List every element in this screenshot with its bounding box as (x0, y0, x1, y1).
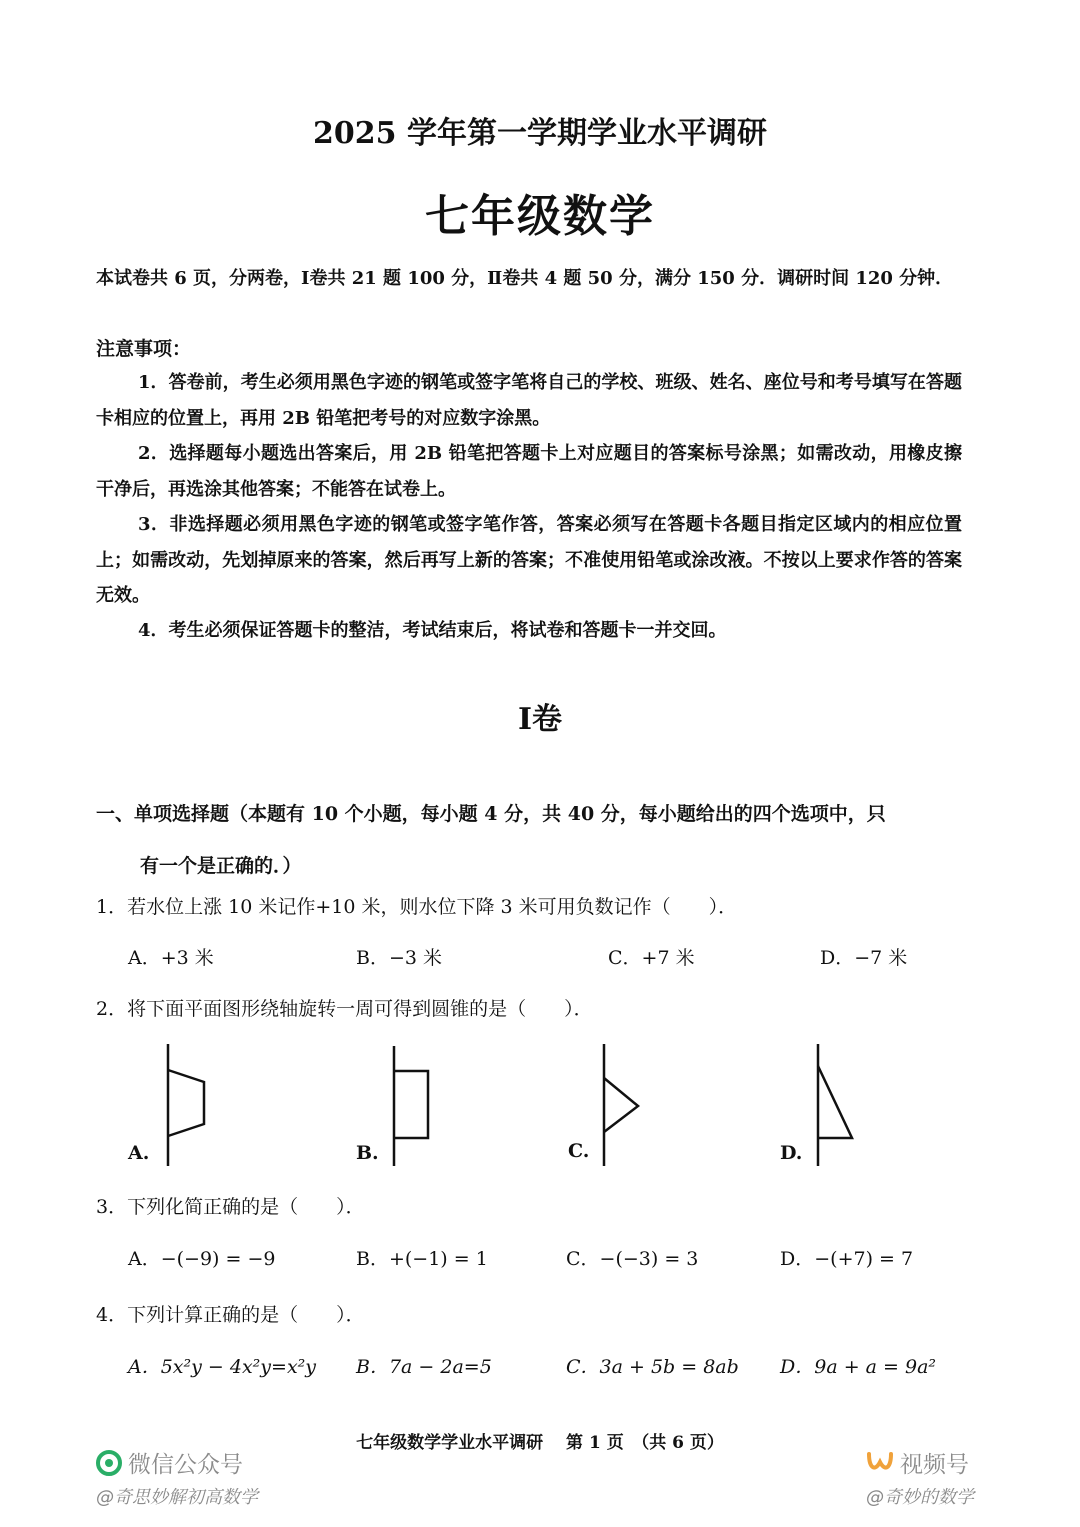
question-1-option-b: B．−3 米 (356, 947, 443, 969)
volume-heading: Ⅰ卷 (517, 702, 563, 737)
section-heading-line2: 有一个是正确的．） (140, 855, 302, 877)
question-1-stem: 1．若水位上涨 10 米记作+10 米，则水位下降 3 米可用负数记作（ ）． (96, 896, 738, 918)
note-item: 2．选择题每小题选出答案后，用 2B 铅笔把答题卡上对应题目的答案标号涂黑；如需改动，用橡皮擦干净后，再选涂其他答案；不能答在试卷上。 (96, 443, 962, 500)
question-3-option-d: D．−(+7) = 7 (780, 1248, 914, 1270)
notes-heading: 注意事项： (96, 338, 192, 360)
exam-intro: 本试卷共 6 页，分两卷，Ⅰ卷共 21 题 100 分，Ⅱ卷共 4 题 50 分，满分 150 分．调研时间 120 分钟． (96, 268, 954, 289)
question-4-option-a: A．5x²y − 4x²y=x²y (128, 1356, 317, 1378)
channels-logo-icon (866, 1450, 894, 1476)
question-3-option-b: B．+(−1) = 1 (356, 1248, 488, 1270)
channels-watermark-handle: @奇妙的数学 (866, 1487, 974, 1508)
question-3-option-a: A．−(−9) = −9 (128, 1248, 276, 1270)
section-heading-line1: 一、单项选择题（本题有 10 个小题，每小题 4 分，共 40 分，每小题给出的四个选项中，只 (96, 803, 886, 825)
wechat-watermark-handle: @奇思妙解初高数学 (96, 1487, 258, 1508)
question-2-stem: 2．将下面平面图形绕轴旋转一周可得到圆锥的是（ ）． (96, 998, 593, 1020)
question-2-label-b: B. (356, 1142, 379, 1164)
wechat-logo-icon (96, 1450, 122, 1476)
exam-title: 七年级数学 (425, 191, 655, 242)
note-item: 3．非选择题必须用黑色字迹的钢笔或签字笔作答，答案必须写在答题卡各题目指定区域内的相应位置上；如需改动，先划掉原来的答案，然后再写上新的答案；不准使用铅笔或涂改液。不按以上要求作答的答案无效。 (96, 514, 962, 606)
wechat-watermark-title: 微信公众号 (128, 1452, 243, 1478)
question-3-stem: 3．下列化简正确的是（ ）． (96, 1196, 365, 1218)
question-2-label-c: C. (568, 1140, 590, 1162)
question-4-stem: 4．下列计算正确的是（ ）． (96, 1304, 365, 1326)
question-4-option-b: B．7a − 2a=5 (356, 1356, 492, 1378)
question-4-option-c: C．3a + 5b = 8ab (566, 1356, 739, 1378)
question-1-option-c: C．+7 米 (608, 947, 695, 969)
question-2-option-a (128, 1040, 248, 1174)
channels-watermark-title: 视频号 (900, 1452, 969, 1478)
question-2-option-c (566, 1040, 686, 1174)
wechat-watermark (96, 1446, 258, 1509)
question-2-option-d (780, 1040, 900, 1174)
question-1-option-d: D．−7 米 (820, 947, 908, 969)
question-2-option-b (356, 1040, 476, 1174)
question-4-option-d: D．9a + a = 9a² (780, 1356, 937, 1378)
question-2-label-d: D. (780, 1142, 803, 1164)
note-item: 1．答卷前，考生必须用黑色字迹的钢笔或签字笔将自己的学校、班级、姓名、座位号和考号填写在答题卡相应的位置上，再用 2B 铅笔把考号的对应数字涂黑。 (96, 372, 962, 429)
question-2-label-a: A. (128, 1142, 150, 1164)
note-item: 4．考生必须保证答题卡的整洁，考试结束后，将试卷和答题卡一并交回。 (138, 620, 727, 641)
section-heading (96, 788, 966, 892)
channels-watermark (866, 1446, 974, 1509)
question-3-option-c: C．−(−3) = 3 (566, 1248, 699, 1270)
exam-subtitle: 2025 学年第一学期学业水平调研 (313, 116, 767, 151)
page-footer: 七年级数学学业水平调研 第 1 页 （共 6 页） (356, 1433, 724, 1453)
question-1-option-a: A．+3 米 (128, 947, 214, 969)
